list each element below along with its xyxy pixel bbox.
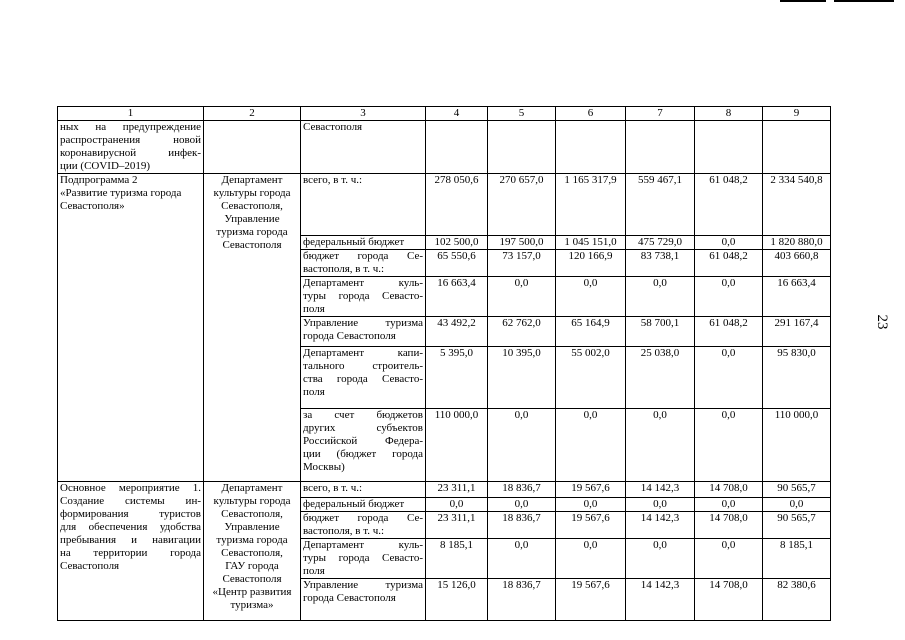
value-cell-9: 0,0 <box>763 498 831 512</box>
program-name-line: Создание системы ин- <box>60 495 201 507</box>
value-cell-8: 0,0 <box>695 498 763 512</box>
top-rule-left <box>780 0 826 2</box>
program-name-cell <box>58 482 204 621</box>
table-row <box>58 174 831 236</box>
value-cell-6: 0,0 <box>556 539 626 579</box>
header-cell-5: 5 <box>488 107 556 121</box>
value-cell-9: 16 663,4 <box>763 277 831 317</box>
value-cell-9: 90 565,7 <box>763 482 831 498</box>
funding-source-line: Департамент куль- <box>303 277 423 289</box>
value-cell-6: 1 045 151,0 <box>556 236 626 250</box>
value-cell-4: 278 050,6 <box>426 174 488 236</box>
value-cell-6: 65 164,9 <box>556 317 626 347</box>
responsible-line: Севастополя, <box>221 508 283 520</box>
value-cell-7: 14 142,3 <box>626 579 695 621</box>
funding-source-cell <box>301 482 426 498</box>
funding-source-line: поля <box>303 386 325 398</box>
funding-source-line: поля <box>303 303 325 315</box>
value-cell-7: 14 142,3 <box>626 482 695 498</box>
responsible-line: ГАУ города <box>225 560 279 572</box>
program-name-line: Севастополя <box>60 560 120 572</box>
value-cell-8: 14 708,0 <box>695 579 763 621</box>
program-name-line: Севастополя» <box>60 200 125 212</box>
value-cell-5: 62 762,0 <box>488 317 556 347</box>
value-cell-5: 18 836,7 <box>488 579 556 621</box>
value-cell-6: 19 567,6 <box>556 579 626 621</box>
funding-source-line: вастополя, в т. ч.: <box>303 263 385 275</box>
value-cell-4: 16 663,4 <box>426 277 488 317</box>
value-cell-4: 65 550,6 <box>426 250 488 277</box>
header-cell-6: 6 <box>556 107 626 121</box>
funding-source-line: Департамент капи- <box>303 347 423 359</box>
table-row <box>58 121 831 174</box>
program-name-line: Основное мероприятие 1. <box>60 482 201 494</box>
value-cell-4: 15 126,0 <box>426 579 488 621</box>
funding-source-line: ции (бюджет города <box>303 448 423 460</box>
program-name-line: ции (COVID–2019) <box>60 160 151 172</box>
value-cell-5: 18 836,7 <box>488 482 556 498</box>
value-cell-5: 73 157,0 <box>488 250 556 277</box>
program-name-line: коронавирусной инфек- <box>60 147 201 159</box>
responsible-line: Управление <box>224 521 280 533</box>
funding-source-line: Севастополя <box>303 121 363 133</box>
value-cell-8: 0,0 <box>695 347 763 409</box>
value-cell-9: 1 820 880,0 <box>763 236 831 250</box>
value-cell-6: 0,0 <box>556 409 626 482</box>
value-cell-8: 61 048,2 <box>695 317 763 347</box>
funding-source-line: Управление туризма <box>303 317 423 329</box>
responsible-line: туризма» <box>230 599 274 611</box>
responsible-line: Севастополя, <box>221 547 283 559</box>
funding-source-line: всего, в т. ч.: <box>303 482 363 494</box>
program-name-line: формирования туристов <box>60 508 201 520</box>
funding-source-line: федеральный бюджет <box>303 498 405 510</box>
value-cell-5: 270 657,0 <box>488 174 556 236</box>
value-cell-4: 102 500,0 <box>426 236 488 250</box>
value-cell-7: 0,0 <box>626 539 695 579</box>
value-cell-9 <box>763 121 831 174</box>
responsible-line: культуры города <box>213 495 291 507</box>
value-cell-5: 18 836,7 <box>488 512 556 539</box>
value-cell-6: 19 567,6 <box>556 512 626 539</box>
funding-source-cell <box>301 250 426 277</box>
header-cell-8: 8 <box>695 107 763 121</box>
funding-source-line: бюджет города Се- <box>303 250 423 262</box>
value-cell-4: 8 185,1 <box>426 539 488 579</box>
program-name-line: для обеспечения удобства <box>60 521 201 533</box>
funding-source-cell <box>301 409 426 482</box>
header-cell-3: 3 <box>301 107 426 121</box>
value-cell-9: 95 830,0 <box>763 347 831 409</box>
value-cell-7: 0,0 <box>626 498 695 512</box>
funding-source-line: тального строитель- <box>303 360 423 372</box>
funding-source-line: поля <box>303 565 325 577</box>
program-name-line: Подпрограмма 2 <box>60 174 138 186</box>
funding-source-cell <box>301 174 426 236</box>
value-cell-4: 0,0 <box>426 498 488 512</box>
value-cell-9: 403 660,8 <box>763 250 831 277</box>
responsible-line: туризма города <box>216 226 288 238</box>
funding-source-line: Управление туризма <box>303 579 423 591</box>
funding-source-line: города Севастополя <box>303 330 396 342</box>
top-rule-right <box>834 0 894 2</box>
header-cell-4: 4 <box>426 107 488 121</box>
value-cell-7: 475 729,0 <box>626 236 695 250</box>
program-name-line: распространения новой <box>60 134 201 146</box>
responsible-cell <box>204 121 301 174</box>
program-name-line: «Развитие туризма города <box>60 187 182 199</box>
value-cell-5: 0,0 <box>488 277 556 317</box>
funding-source-line: Москвы) <box>303 461 345 473</box>
value-cell-4: 5 395,0 <box>426 347 488 409</box>
funding-source-line: туры города Севасто- <box>303 552 423 564</box>
value-cell-8: 0,0 <box>695 539 763 579</box>
value-cell-6: 19 567,6 <box>556 482 626 498</box>
funding-source-line: вастополя, в т. ч.: <box>303 525 385 537</box>
responsible-line: Севастополя <box>222 573 282 585</box>
funding-source-cell <box>301 236 426 250</box>
funding-source-line: Российской Федера- <box>303 435 423 447</box>
responsible-line: Севастополя <box>222 239 282 251</box>
value-cell-5 <box>488 121 556 174</box>
value-cell-7: 0,0 <box>626 409 695 482</box>
funding-source-line: бюджет города Се- <box>303 512 423 524</box>
responsible-line: культуры города <box>213 187 291 199</box>
funding-source-cell <box>301 317 426 347</box>
value-cell-8: 0,0 <box>695 277 763 317</box>
value-cell-5: 197 500,0 <box>488 236 556 250</box>
funding-source-cell <box>301 498 426 512</box>
value-cell-4: 110 000,0 <box>426 409 488 482</box>
responsible-line: туризма города <box>216 534 288 546</box>
value-cell-5: 0,0 <box>488 498 556 512</box>
value-cell-9: 2 334 540,8 <box>763 174 831 236</box>
program-name-cell <box>58 121 204 174</box>
responsible-line: «Центр развития <box>212 586 292 598</box>
value-cell-8 <box>695 121 763 174</box>
value-cell-8: 61 048,2 <box>695 250 763 277</box>
value-cell-6: 0,0 <box>556 498 626 512</box>
funding-source-cell <box>301 121 426 174</box>
header-cell-1: 1 <box>58 107 204 121</box>
value-cell-8: 0,0 <box>695 236 763 250</box>
value-cell-4: 43 492,2 <box>426 317 488 347</box>
header-cell-7: 7 <box>626 107 695 121</box>
value-cell-7: 83 738,1 <box>626 250 695 277</box>
value-cell-9: 90 565,7 <box>763 512 831 539</box>
value-cell-5: 0,0 <box>488 539 556 579</box>
value-cell-8: 61 048,2 <box>695 174 763 236</box>
funding-source-cell <box>301 539 426 579</box>
funding-source-line: других субъектов <box>303 422 423 434</box>
value-cell-7: 559 467,1 <box>626 174 695 236</box>
responsible-line: Севастополя, <box>221 200 283 212</box>
value-cell-9: 8 185,1 <box>763 539 831 579</box>
value-cell-6: 55 002,0 <box>556 347 626 409</box>
program-name-line: на территории города <box>60 547 201 559</box>
funding-source-line: города Севастополя <box>303 592 396 604</box>
funding-source-line: федеральный бюджет <box>303 236 405 248</box>
funding-source-line: ства города Севасто- <box>303 373 423 385</box>
responsible-line: Департамент <box>221 482 283 494</box>
header-cell-2: 2 <box>204 107 301 121</box>
value-cell-8: 14 708,0 <box>695 512 763 539</box>
funding-source-cell <box>301 512 426 539</box>
value-cell-4: 23 311,1 <box>426 482 488 498</box>
responsible-cell <box>204 482 301 621</box>
responsible-line: Управление <box>224 213 280 225</box>
funding-source-line: Департамент куль- <box>303 539 423 551</box>
header-row <box>58 107 831 121</box>
value-cell-9: 110 000,0 <box>763 409 831 482</box>
value-cell-8: 0,0 <box>695 409 763 482</box>
funding-source-cell <box>301 347 426 409</box>
value-cell-7: 25 038,0 <box>626 347 695 409</box>
program-name-line: пребывания и навигации <box>60 534 201 546</box>
value-cell-5: 10 395,0 <box>488 347 556 409</box>
responsible-cell <box>204 174 301 482</box>
value-cell-6: 120 166,9 <box>556 250 626 277</box>
funding-source-line: туры города Севасто- <box>303 290 423 302</box>
value-cell-9: 82 380,6 <box>763 579 831 621</box>
value-cell-4: 23 311,1 <box>426 512 488 539</box>
page-number: 23 <box>874 314 890 330</box>
program-name-line: ных на предупреждение <box>60 121 201 133</box>
funding-source-line: всего, в т. ч.: <box>303 174 363 186</box>
funding-source-cell <box>301 579 426 621</box>
funding-source-line: за счет бюджетов <box>303 409 423 421</box>
value-cell-6: 1 165 317,9 <box>556 174 626 236</box>
header-cell-9: 9 <box>763 107 831 121</box>
value-cell-7: 58 700,1 <box>626 317 695 347</box>
value-cell-5: 0,0 <box>488 409 556 482</box>
value-cell-6: 0,0 <box>556 277 626 317</box>
value-cell-9: 291 167,4 <box>763 317 831 347</box>
value-cell-8: 14 708,0 <box>695 482 763 498</box>
funding-source-cell <box>301 277 426 317</box>
table-row <box>58 482 831 498</box>
value-cell-7: 14 142,3 <box>626 512 695 539</box>
responsible-line: Департамент <box>221 174 283 186</box>
budget-table <box>57 106 831 621</box>
value-cell-7: 0,0 <box>626 277 695 317</box>
value-cell-4 <box>426 121 488 174</box>
value-cell-7 <box>626 121 695 174</box>
program-name-cell <box>58 174 204 482</box>
value-cell-6 <box>556 121 626 174</box>
